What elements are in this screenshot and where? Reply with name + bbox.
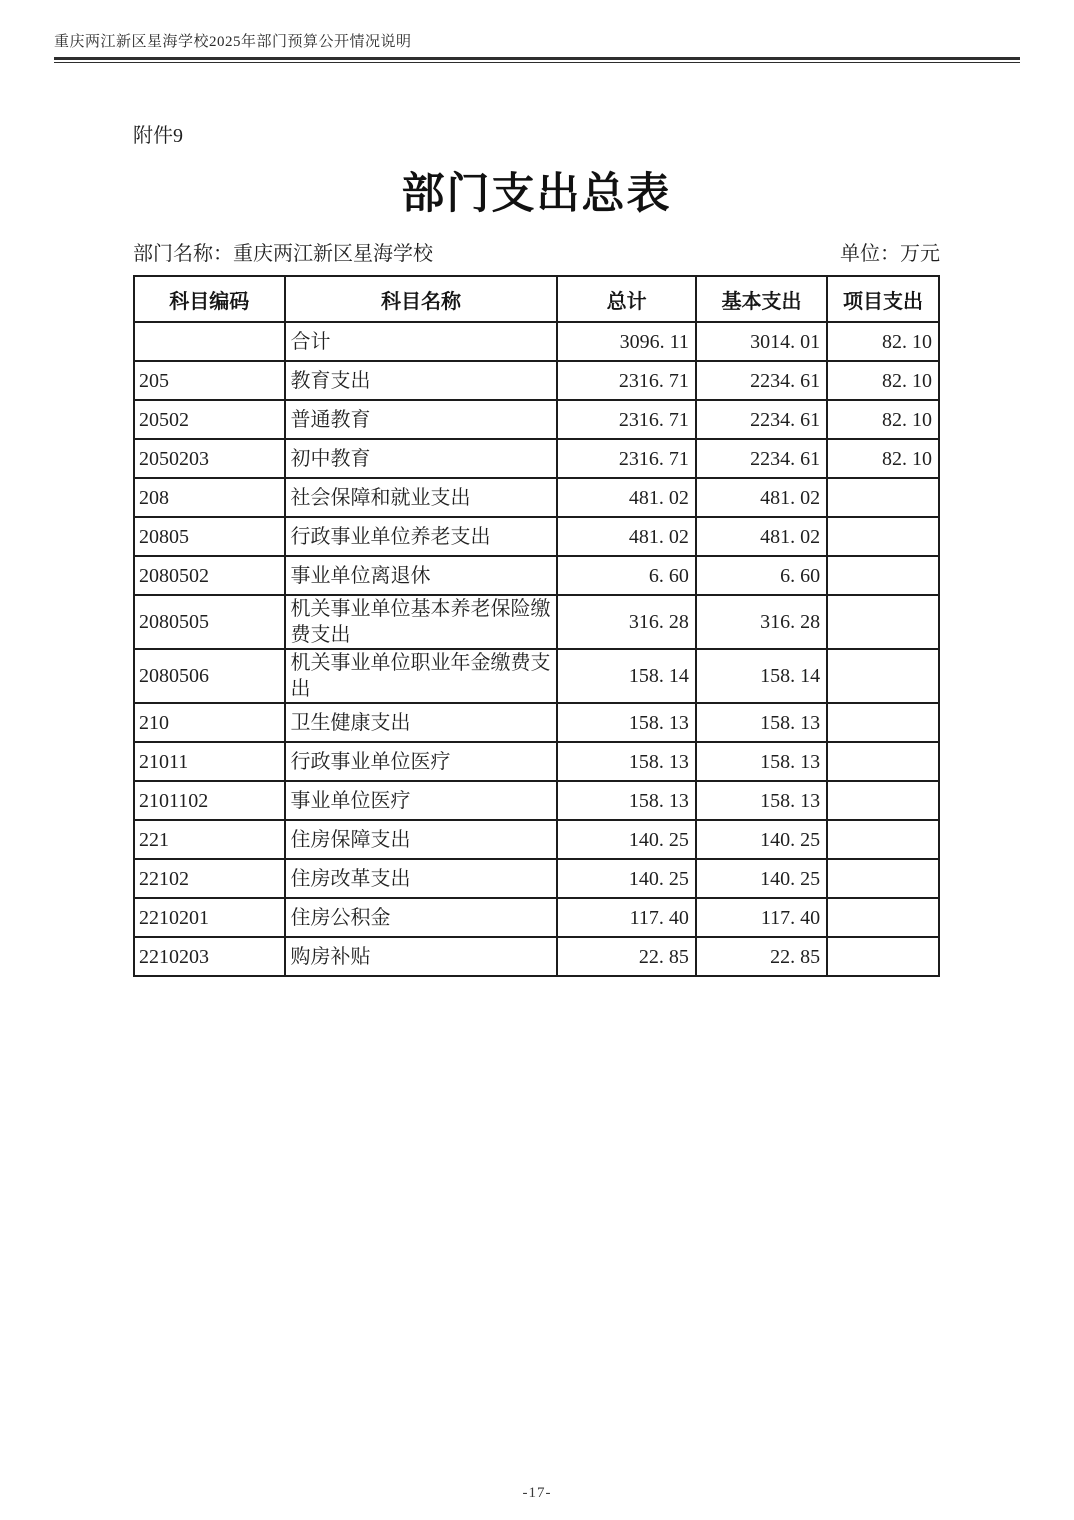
table-row — [134, 439, 939, 478]
table-row — [134, 517, 939, 556]
cell-subject-code: 21011 — [134, 742, 285, 781]
cell-project-expenditure — [827, 742, 939, 781]
cell-total: 481. 02 — [557, 517, 695, 556]
attachment-label: 附件9 — [133, 125, 183, 147]
cell-project-expenditure: 82. 10 — [827, 439, 939, 478]
table-row — [134, 898, 939, 937]
cell-total: 6. 60 — [557, 556, 695, 595]
cell-subject-name: 行政事业单位养老支出 — [285, 517, 558, 556]
cell-total: 22. 85 — [557, 937, 695, 976]
cell-project-expenditure — [827, 820, 939, 859]
cell-subject-name: 机关事业单位基本养老保险缴费支出 — [285, 595, 558, 649]
cell-total: 158. 13 — [557, 703, 695, 742]
cell-basic-expenditure: 6. 60 — [696, 556, 827, 595]
cell-subject-name: 购房补贴 — [285, 937, 558, 976]
cell-basic-expenditure: 481. 02 — [696, 478, 827, 517]
cell-subject-code: 2210203 — [134, 937, 285, 976]
cell-subject-code: 2050203 — [134, 439, 285, 478]
cell-total: 158. 13 — [557, 742, 695, 781]
cell-basic-expenditure: 2234. 61 — [696, 361, 827, 400]
table-row — [134, 478, 939, 517]
cell-basic-expenditure: 140. 25 — [696, 859, 827, 898]
document-content — [133, 119, 940, 977]
table-header-subject-name: 科目名称 — [285, 276, 558, 322]
table-row — [134, 859, 939, 898]
cell-subject-code: 2080506 — [134, 649, 285, 703]
page-title: 部门支出总表 — [401, 171, 672, 218]
cell-subject-name: 住房改革支出 — [285, 859, 558, 898]
table-row — [134, 742, 939, 781]
table-header-subject-code: 科目编码 — [134, 276, 285, 322]
cell-total: 481. 02 — [557, 478, 695, 517]
cell-subject-code: 205 — [134, 361, 285, 400]
table-row — [134, 781, 939, 820]
cell-subject-code: 20805 — [134, 517, 285, 556]
cell-total: 158. 14 — [557, 649, 695, 703]
cell-basic-expenditure: 140. 25 — [696, 820, 827, 859]
cell-subject-name: 合计 — [285, 322, 558, 361]
table-row — [134, 820, 939, 859]
cell-basic-expenditure: 158. 14 — [696, 649, 827, 703]
cell-project-expenditure — [827, 478, 939, 517]
cell-subject-code: 208 — [134, 478, 285, 517]
cell-basic-expenditure: 158. 13 — [696, 781, 827, 820]
cell-basic-expenditure: 481. 02 — [696, 517, 827, 556]
cell-subject-code: 2080505 — [134, 595, 285, 649]
cell-subject-code — [134, 322, 285, 361]
running-header — [54, 30, 1020, 63]
cell-project-expenditure — [827, 649, 939, 703]
cell-total: 158. 13 — [557, 781, 695, 820]
cell-project-expenditure — [827, 703, 939, 742]
department-name-label: 部门名称：重庆两江新区星海学校 — [133, 243, 433, 265]
cell-basic-expenditure: 316. 28 — [696, 595, 827, 649]
table-header-project-expenditure: 项目支出 — [827, 276, 939, 322]
cell-basic-expenditure: 22. 85 — [696, 937, 827, 976]
cell-subject-name: 机关事业单位职业年金缴费支出 — [285, 649, 558, 703]
running-header-text: 重庆两江新区星海学校2025年部门预算公开情况说明 — [54, 34, 412, 50]
cell-project-expenditure: 82. 10 — [827, 322, 939, 361]
cell-basic-expenditure: 117. 40 — [696, 898, 827, 937]
cell-subject-code: 20502 — [134, 400, 285, 439]
cell-total: 3096. 11 — [557, 322, 695, 361]
cell-total: 2316. 71 — [557, 361, 695, 400]
cell-project-expenditure: 82. 10 — [827, 361, 939, 400]
cell-subject-code: 2101102 — [134, 781, 285, 820]
cell-subject-name: 住房公积金 — [285, 898, 558, 937]
cell-subject-name: 事业单位离退休 — [285, 556, 558, 595]
cell-subject-code: 2210201 — [134, 898, 285, 937]
cell-basic-expenditure: 2234. 61 — [696, 400, 827, 439]
cell-basic-expenditure: 158. 13 — [696, 742, 827, 781]
cell-subject-code: 22102 — [134, 859, 285, 898]
cell-total: 2316. 71 — [557, 439, 695, 478]
cell-subject-name: 事业单位医疗 — [285, 781, 558, 820]
table-row — [134, 556, 939, 595]
cell-subject-code: 210 — [134, 703, 285, 742]
table-header-row — [134, 276, 939, 322]
header-rule-divider — [54, 57, 1020, 63]
unit-label: 单位：万元 — [840, 243, 940, 265]
cell-project-expenditure: 82. 10 — [827, 400, 939, 439]
expenditure-table — [133, 275, 940, 977]
cell-subject-name: 住房保障支出 — [285, 820, 558, 859]
page-number: -17- — [522, 1485, 552, 1501]
table-row — [134, 361, 939, 400]
table-row — [134, 595, 939, 649]
cell-project-expenditure — [827, 517, 939, 556]
cell-subject-name: 普通教育 — [285, 400, 558, 439]
cell-total: 140. 25 — [557, 859, 695, 898]
table-row — [134, 649, 939, 703]
cell-project-expenditure — [827, 781, 939, 820]
cell-subject-name: 教育支出 — [285, 361, 558, 400]
table-row — [134, 703, 939, 742]
cell-basic-expenditure: 158. 13 — [696, 703, 827, 742]
table-row — [134, 322, 939, 361]
cell-total: 117. 40 — [557, 898, 695, 937]
cell-subject-name: 初中教育 — [285, 439, 558, 478]
cell-subject-name: 卫生健康支出 — [285, 703, 558, 742]
table-row — [134, 937, 939, 976]
cell-project-expenditure — [827, 937, 939, 976]
cell-basic-expenditure: 2234. 61 — [696, 439, 827, 478]
cell-total: 316. 28 — [557, 595, 695, 649]
table-row — [134, 400, 939, 439]
table-body — [134, 322, 939, 976]
cell-subject-code: 2080502 — [134, 556, 285, 595]
table-header-basic-expenditure: 基本支出 — [696, 276, 827, 322]
cell-total: 140. 25 — [557, 820, 695, 859]
cell-project-expenditure — [827, 859, 939, 898]
cell-basic-expenditure: 3014. 01 — [696, 322, 827, 361]
cell-project-expenditure — [827, 898, 939, 937]
cell-total: 2316. 71 — [557, 400, 695, 439]
table-meta-row — [133, 237, 940, 266]
cell-subject-code: 221 — [134, 820, 285, 859]
cell-subject-name: 社会保障和就业支出 — [285, 478, 558, 517]
table-header-total: 总计 — [557, 276, 695, 322]
cell-project-expenditure — [827, 556, 939, 595]
cell-subject-name: 行政事业单位医疗 — [285, 742, 558, 781]
cell-project-expenditure — [827, 595, 939, 649]
